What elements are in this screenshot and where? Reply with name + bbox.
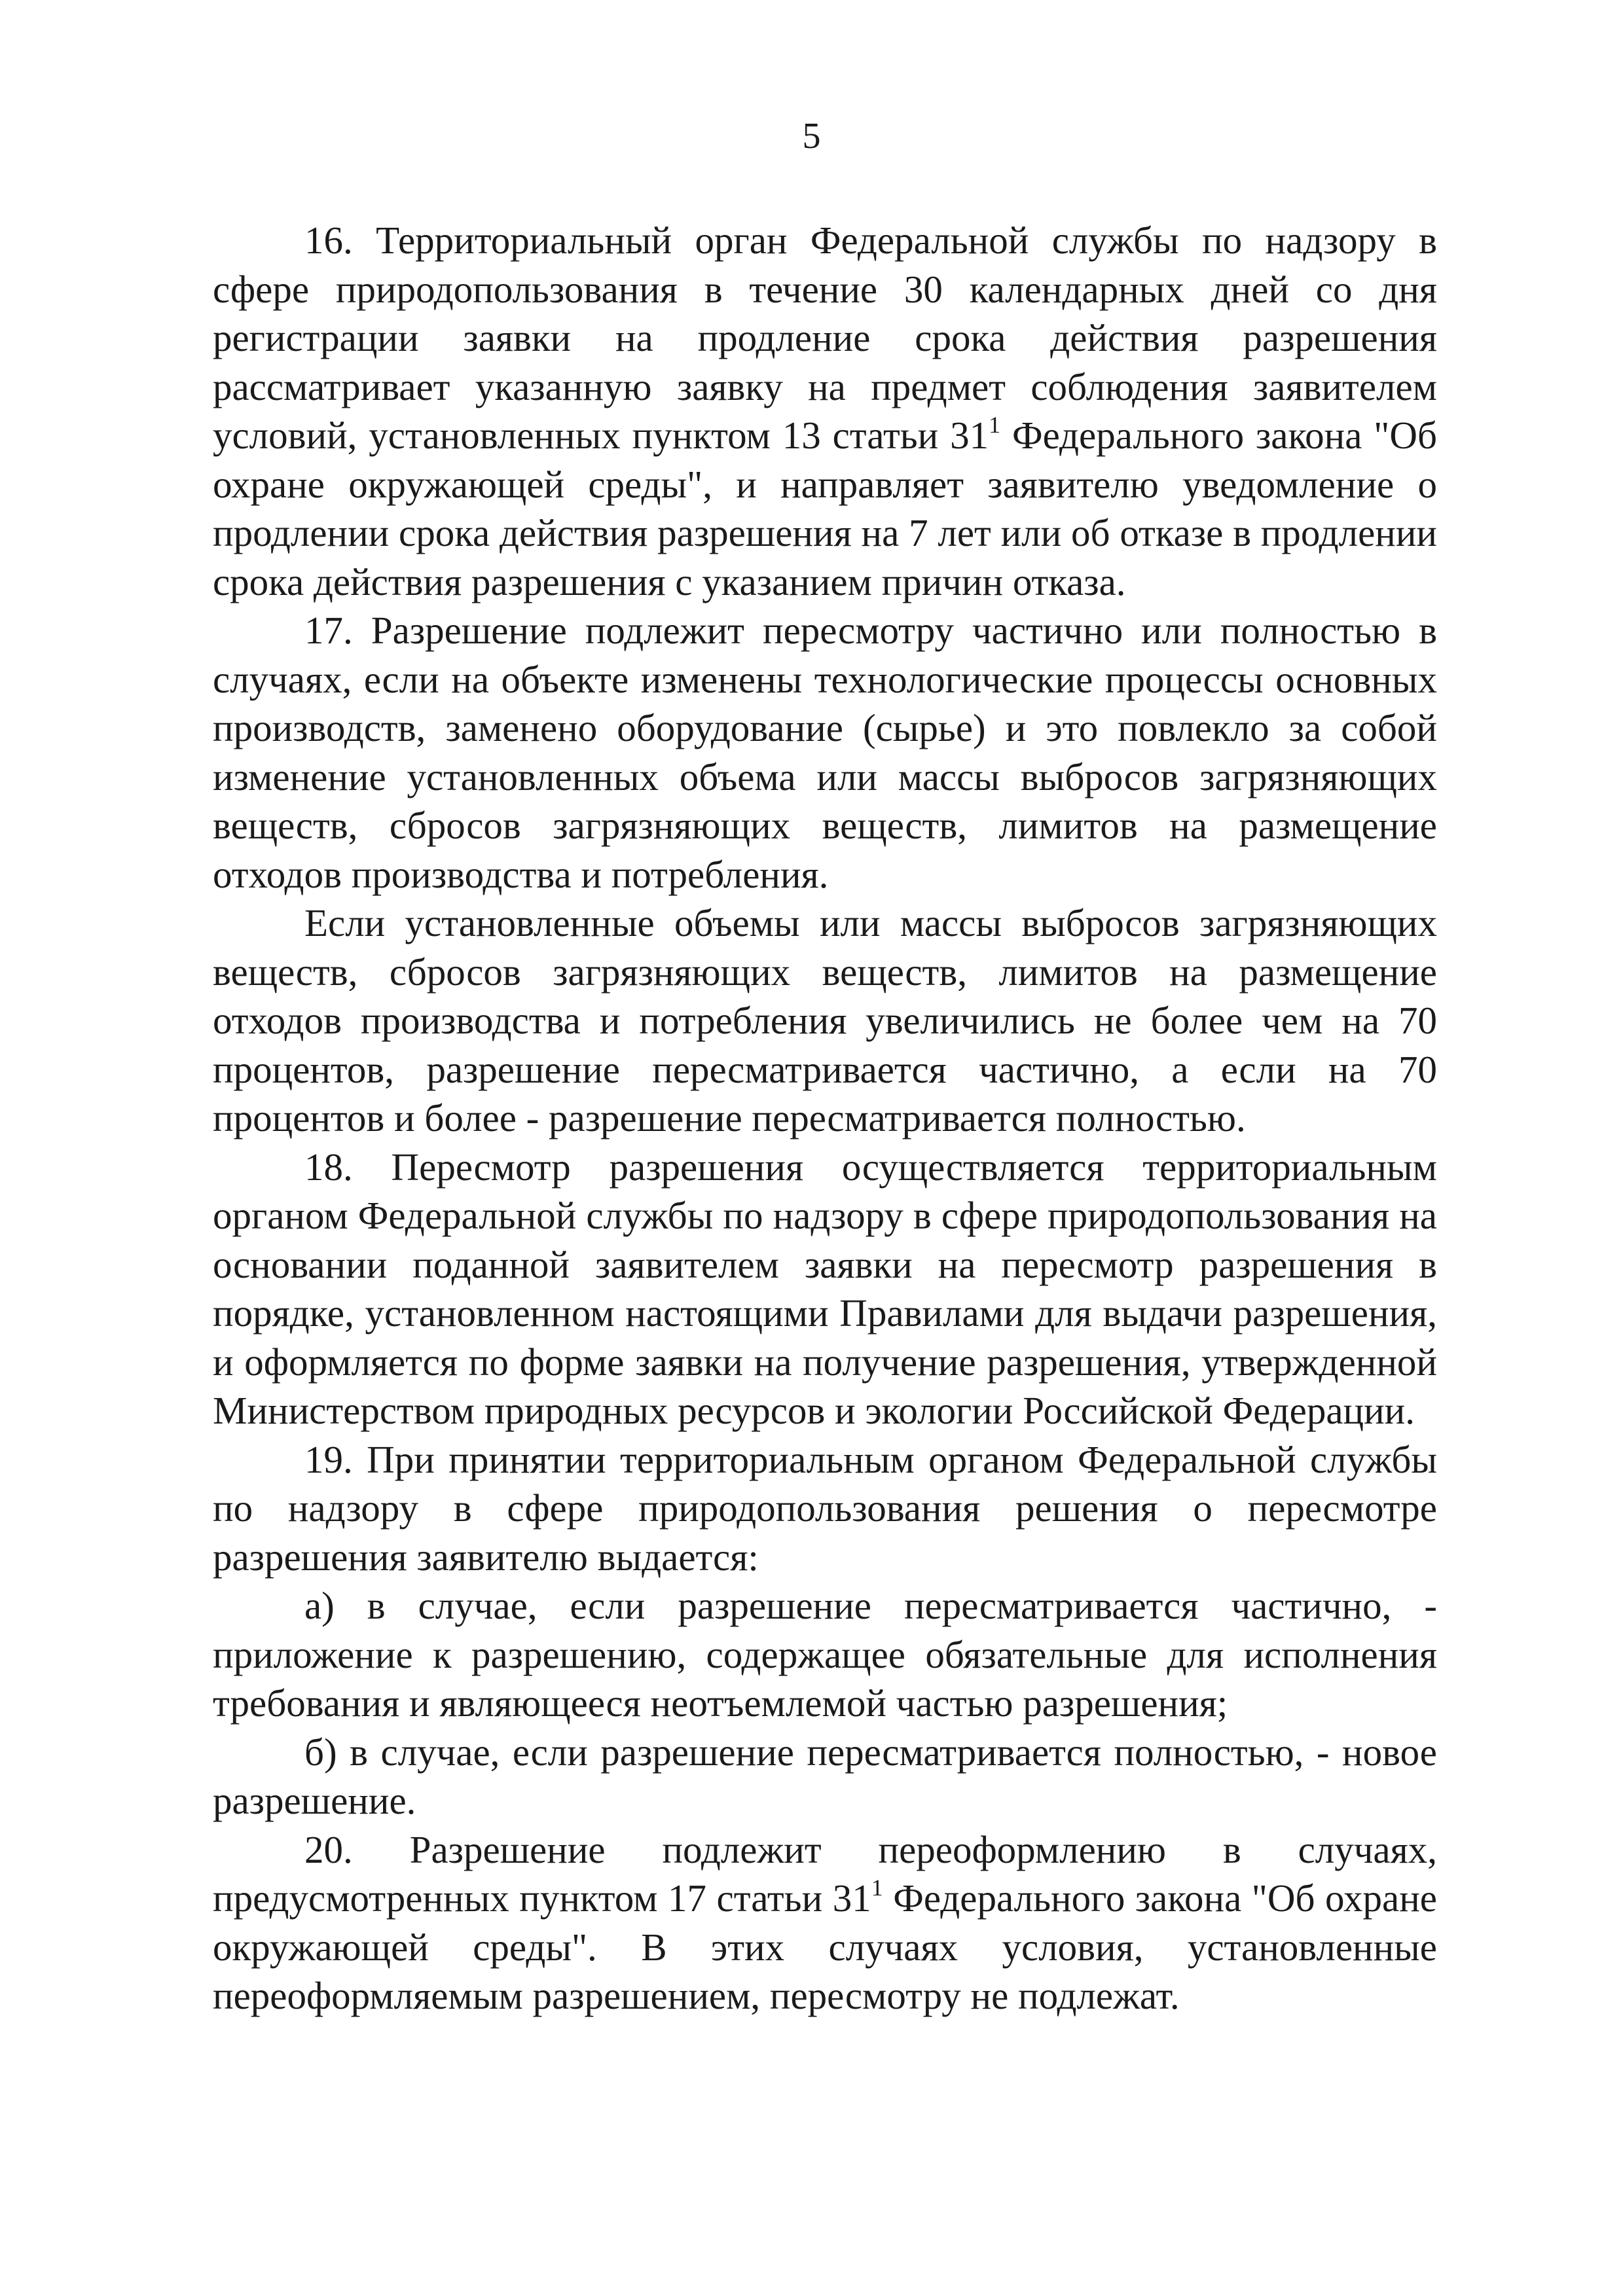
- paragraph-19-item-b: б) в случае, если разрешение пересматривается полностью, - новое разрешение.: [213, 1730, 1437, 1822]
- paragraph-16-text: 16. Территориальный орган Федеральной службы по надзору в сфере природопользования в течение 30 календарных дней со дня регистрации заявки на продление срока действия разрешения рассматривает указанную заявку на предмет соблюдения заявителем условий, установленных пунктом 13 статьи 31: [213, 219, 1437, 457]
- page-number: 5: [802, 116, 821, 156]
- paragraph-20: [213, 1825, 1437, 2020]
- paragraph-16-text-continued: Федерального закона "Об охране окружающей среды", и направляет заявителю уведомление о продлении срока действия разрешения на 7 лет или об отказе в продлении срока действия разрешения с указанием причин отказа.: [213, 414, 1437, 603]
- paragraph-17: 17. Разрешение подлежит пересмотру частично или полностью в случаях, если на объекте изменены технологические процессы основных производств, заменено оборудование (сырье) и это повлекло за собой изменение установленных объема или массы выбросов загрязняющих веществ, сбросов загрязняющих веществ, лимитов на размещение отходов производства и потребления.: [213, 609, 1437, 896]
- paragraph-20-superscript: 1: [871, 1874, 883, 1901]
- paragraph-16-superscript: 1: [989, 412, 1001, 438]
- paragraph-19: 19. При принятии территориальным органом Федеральной службы по надзору в сфере природопользования решения о пересмотре разрешения заявителю выдается:: [213, 1437, 1437, 1579]
- document-body: [213, 216, 1437, 2020]
- paragraph-16: [213, 216, 1437, 606]
- paragraph-20-text-continued: Федерального закона "Об охране окружающей среды". В этих случаях условия, установленные переоформляемым разрешением, пересмотру не подлежат.: [213, 1876, 1437, 2017]
- paragraph-18: 18. Пересмотр разрешения осуществляется территориальным органом Федеральной службы по надзору в сфере природопользования на основании поданной заявителем заявки на пересмотр разрешения в порядке, установленном настоящими Правилами для выдачи разрешения, и оформляется по форме заявки на получение разрешения, утвержденной Министерством природных ресурсов и экологии Российской Федерации.: [213, 1145, 1437, 1432]
- paragraph-19-item-a: а) в случае, если разрешение пересматривается частично, - приложение к разрешению, содержащее обязательные для исполнения требования и являющееся неотъемлемой частью разрешения;: [213, 1584, 1437, 1725]
- paragraph-20-text: 20. Разрешение подлежит переоформлению в случаях, предусмотренных пунктом 17 статьи 31: [213, 1827, 1437, 1920]
- paragraph-17-continuation: Если установленные объемы или массы выбросов загрязняющих веществ, сбросов загрязняющих веществ, лимитов на размещение отходов производства и потребления увеличились не более чем на 70 процентов, разрешение пересматривается частично, а если на 70 процентов и более - разрешение пересматривается полностью.: [213, 901, 1437, 1139]
